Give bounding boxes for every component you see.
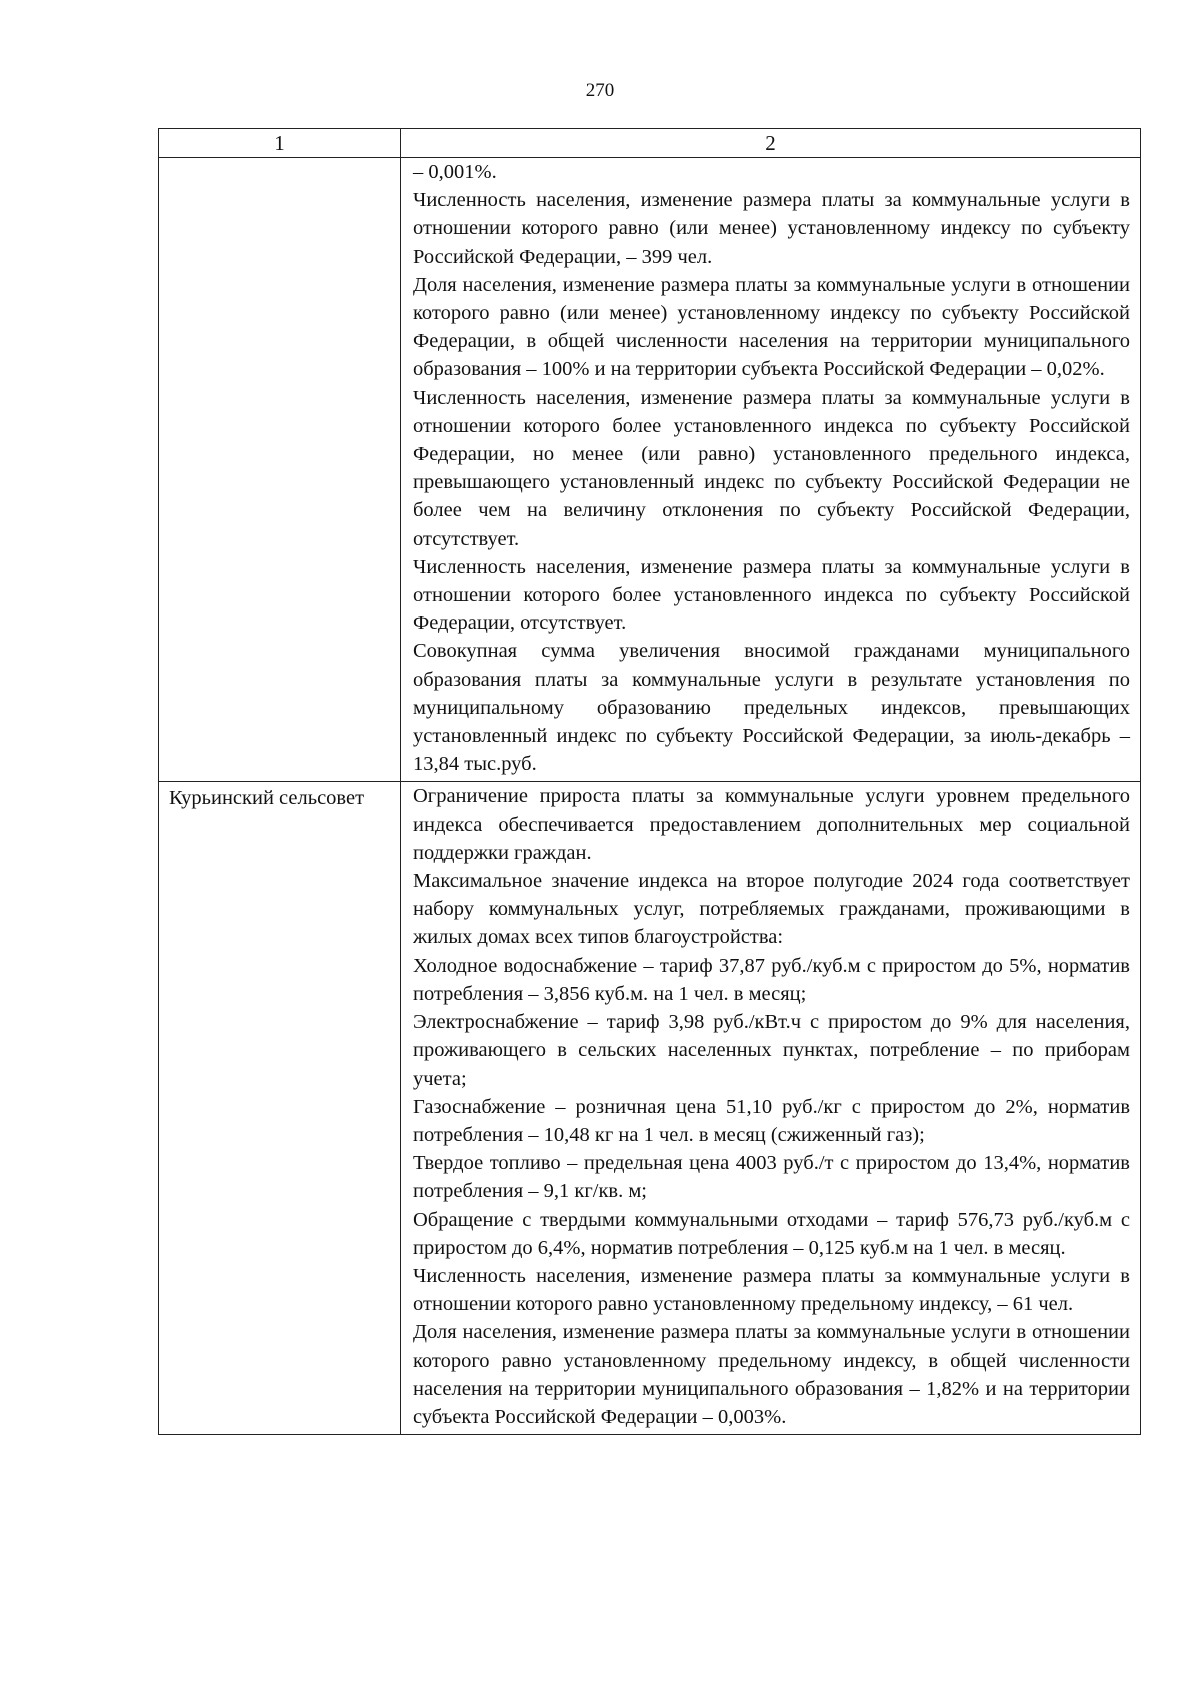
paragraph: Обращение с твердыми коммунальными отходами – тариф 576,73 руб./куб.м с приростом до 6,4%, норматив потребления – 0,125 куб.м на 1 чел. в месяц. xyxy=(413,1208,1130,1259)
paragraph: Холодное водоснабжение – тариф 37,87 руб./куб.м с приростом до 5%, норматив потребления – 3,856 куб.м. на 1 чел. в месяц; xyxy=(413,954,1130,1005)
paragraph: Доля населения, изменение размера платы за коммунальные услуги в отношении которого равно установленному предельному индексу, в общей численности населения на территории муниципального образования – 1,82% и на территории субъекта Российской Федерации – 0,003%. xyxy=(413,1321,1130,1428)
page-number: 270 xyxy=(585,80,615,101)
document-table xyxy=(158,128,1141,1435)
paragraph: Ограничение прироста платы за коммунальные услуги уровнем предельного индекса обеспечивается предоставлением дополнительных мер социальной поддержки граждан. xyxy=(413,785,1130,864)
description-cell xyxy=(401,782,1141,1435)
paragraph: Электроснабжение – тариф 3,98 руб./кВт.ч с приростом до 9% для населения, проживающего в сельских населенных пунктах, потребление – по приборам учета; xyxy=(413,1011,1130,1090)
paragraph: Численность населения, изменение размера платы за коммунальные услуги в отношении которого более установленного индекса по субъекту Российской Федерации, отсутствует. xyxy=(413,555,1130,635)
municipality-cell xyxy=(159,158,401,782)
paragraph: Численность населения, изменение размера платы за коммунальные услуги в отношении которого равно установленному предельному индексу, – 61 чел. xyxy=(413,1264,1130,1316)
paragraph: Твердое топливо – предельная цена 4003 руб./т с приростом до 13,4%, норматив потребления – 9,1 кг/кв. м; xyxy=(413,1152,1130,1203)
paragraph: Газоснабжение – розничная цена 51,10 руб./кг с приростом до 2%, норматив потребления – 10,48 кг на 1 чел. в месяц (сжиженный газ); xyxy=(413,1095,1130,1146)
paragraph: Численность населения, изменение размера платы за коммунальные услуги в отношении которого равно (или менее) установленному индексу по субъекту Российской Федерации, – 399 чел. xyxy=(413,189,1130,268)
table-header-row xyxy=(159,129,1141,158)
municipality-cell: Курьинский сельсовет xyxy=(159,782,401,1435)
paragraph: Максимальное значение индекса на второе полугодие 2024 года соответствует набору коммунальных услуг, потребляемых гражданами, проживающими в жилых домах всех типов благоустройства: xyxy=(413,870,1130,949)
description-cell xyxy=(401,158,1141,782)
paragraph: Доля населения, изменение размера платы за коммунальные услуги в отношении которого равно (или менее) установленному индексу по субъекту Российской Федерации, в общей численности населения на территории муниципального образования – 100% и на территории субъекта Российской Федерации – 0,02%. xyxy=(413,273,1130,381)
column-header-1: 1 xyxy=(159,129,401,158)
paragraph: Численность населения, изменение размера платы за коммунальные услуги в отношении которого более установленного индекса по субъекту Российской Федерации, но менее (или равно) установленного предельного индекса, превышающего установленный индекс по субъекту Российской Федерации не более чем на величину отклонения по субъекту Российской Федерации, отсутствует. xyxy=(413,386,1130,550)
table-row xyxy=(159,782,1141,1435)
column-header-2: 2 xyxy=(401,129,1141,158)
paragraph: Совокупная сумма увеличения вносимой гражданами муниципального образования платы за коммунальные услуги в результате установления по муниципальному образованию предельных индексов, превышающих установленный индекс по субъекту Российской Федерации, за июль-декабрь – 13,84 тыс.руб. xyxy=(413,640,1130,776)
table-row xyxy=(159,158,1141,782)
paragraph: – 0,001%. xyxy=(413,161,497,183)
